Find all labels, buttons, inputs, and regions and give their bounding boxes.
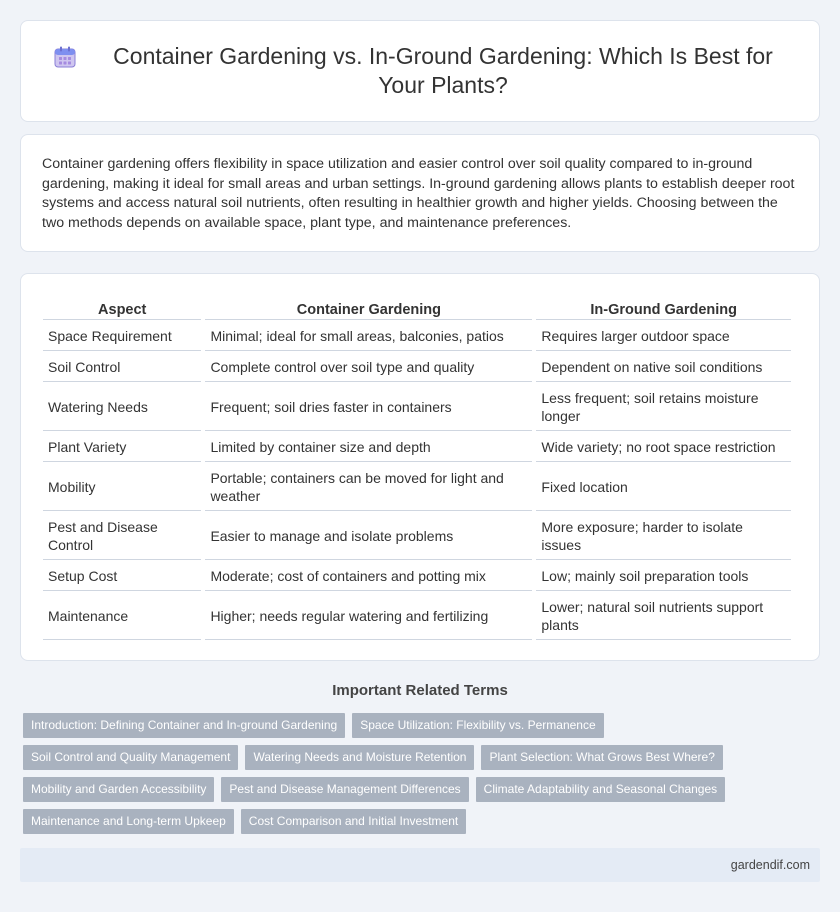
cell-container: Easier to manage and isolate problems [205,511,532,560]
cell-container: Limited by container size and depth [205,431,532,462]
table-row [43,382,791,431]
comparison-table-card [20,273,820,661]
cell-aspect: Mobility [43,462,201,511]
cell-in-ground: Less frequent; soil retains moisture longer [536,382,791,431]
cell-container: Moderate; cost of containers and potting mix [205,560,532,591]
site-domain[interactable]: gardendif.com [730,858,810,872]
cell-in-ground: Dependent on native soil conditions [536,351,791,382]
cell-in-ground: Requires larger outdoor space [536,320,791,351]
cell-in-ground: More exposure; harder to isolate issues [536,511,791,560]
table-row [43,462,791,511]
cell-container: Frequent; soil dries faster in containers [205,382,532,431]
header-in-ground-gardening: In-Ground Gardening [536,296,791,320]
cell-aspect: Soil Control [43,351,201,382]
table-row [43,320,791,351]
table-row [43,431,791,462]
intro-card [20,134,820,252]
related-term-tag[interactable]: Introduction: Defining Container and In-ground Gardening [23,713,345,738]
header-aspect: Aspect [43,296,201,320]
cell-container: Minimal; ideal for small areas, balconies, patios [205,320,532,351]
cell-in-ground: Low; mainly soil preparation tools [536,560,791,591]
table-row [43,351,791,382]
related-term-tag[interactable]: Maintenance and Long-term Upkeep [23,809,234,834]
cell-aspect: Plant Variety [43,431,201,462]
related-term-tag[interactable]: Space Utilization: Flexibility vs. Permanence [352,713,603,738]
related-term-tag[interactable]: Climate Adaptability and Seasonal Changes [476,777,725,802]
related-term-tag[interactable]: Soil Control and Quality Management [23,745,238,770]
table-row [43,511,791,560]
related-terms-heading: Important Related Terms [332,682,508,699]
table-row [43,591,791,640]
related-terms-list [23,713,813,841]
cell-container: Higher; needs regular watering and fertilizing [205,591,532,640]
cell-container: Complete control over soil type and quality [205,351,532,382]
cell-aspect: Space Requirement [43,320,201,351]
header-card [20,20,820,122]
table-header-row [43,296,791,320]
related-term-tag[interactable]: Mobility and Garden Accessibility [23,777,214,802]
cell-aspect: Setup Cost [43,560,201,591]
comparison-table [39,296,795,640]
header-container-gardening: Container Gardening [205,296,532,320]
related-term-tag[interactable]: Pest and Disease Management Differences [221,777,468,802]
footer-bar [20,848,820,882]
cell-in-ground: Fixed location [536,462,791,511]
page-title: Container Gardening vs. In-Ground Gardening: Which Is Best for Your Plants? [113,43,773,98]
cell-in-ground: Wide variety; no root space restriction [536,431,791,462]
table-row [43,560,791,591]
cell-container: Portable; containers can be moved for light and weather [205,462,532,511]
intro-paragraph: Container gardening offers flexibility in space utilization and easier control over soil quality compared to in-ground gardening, making it ideal for small areas and urban settings. In-ground gardening allows plants to establish deeper root systems and access natural soil nutrients, often resulting in healthier growth and higher yields. Choosing between the two methods depends on available space, plant type, and maintenance preferences. [42,156,795,231]
cell-aspect: Pest and Disease Control [43,511,201,560]
cell-aspect: Maintenance [43,591,201,640]
related-term-tag[interactable]: Watering Needs and Moisture Retention [245,745,474,770]
cell-in-ground: Lower; natural soil nutrients support plants [536,591,791,640]
related-term-tag[interactable]: Cost Comparison and Initial Investment [241,809,466,834]
cell-aspect: Watering Needs [43,382,201,431]
related-term-tag[interactable]: Plant Selection: What Grows Best Where? [481,745,722,770]
calendar-icon [52,44,78,70]
